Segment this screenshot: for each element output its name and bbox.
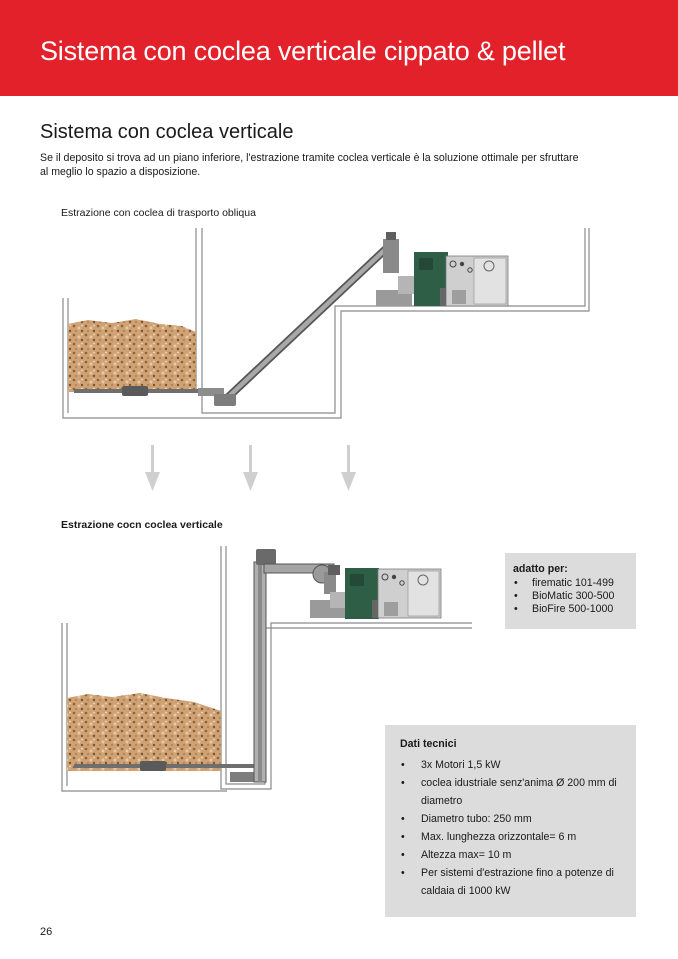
compatibility-title: adatto per: — [513, 563, 568, 575]
compatibility-box — [505, 553, 636, 629]
oblique-screw-conveyor — [214, 232, 399, 406]
list-item: • coclea idustriale senz'anima Ø 200 mm di diametro — [400, 774, 624, 810]
down-arrow-icon — [243, 445, 258, 491]
intro-line-1: Se il deposito si trova ad un piano inferiore, l'estrazione tramite coclea verticale è la soluzione ottimale per sfruttare — [40, 152, 579, 164]
wood-chip-pile-2 — [67, 693, 221, 771]
list-item: • Per sistemi d'estrazione fino a potenze di caldaia di 1000 kW — [400, 864, 624, 900]
technical-data-list — [400, 756, 624, 900]
page-title: Sistema con coclea verticale cippato & pellet — [40, 36, 566, 66]
down-arrow-icon — [145, 445, 160, 491]
transition-arrows — [145, 445, 356, 491]
down-arrow-icon — [341, 445, 356, 491]
diagram-oblique-extraction — [63, 228, 589, 418]
technical-data-title: Dati tecnici — [400, 738, 457, 750]
compatibility-list — [513, 577, 636, 616]
list-item: • Diametro tubo: 250 mm — [400, 810, 624, 828]
vertical-screw-conveyor — [254, 549, 340, 782]
wood-chip-pile-1 — [68, 319, 196, 392]
technical-data-box — [385, 725, 636, 917]
horizontal-screw-2 — [74, 761, 260, 782]
page-number: 26 — [40, 926, 53, 938]
list-item: • 3x Motori 1,5 kW — [400, 756, 624, 774]
list-item: • Max. lunghezza orizzontale= 6 m — [400, 828, 624, 846]
intro-line-2: al meglio lo spazio a disposizione. — [40, 166, 201, 178]
diagram-2-caption: Estrazione cocn coclea verticale — [61, 519, 223, 531]
diagram-1-caption: Estrazione con coclea di trasporto obliqua — [61, 207, 256, 219]
list-item: • BioFire 500-1000 — [513, 603, 636, 616]
list-item: • BioMatic 300-500 — [513, 590, 636, 603]
list-item: • Altezza max= 10 m — [400, 846, 624, 864]
section-title: Sistema con coclea verticale — [40, 121, 294, 143]
list-item: • firematic 101-499 — [513, 577, 636, 590]
